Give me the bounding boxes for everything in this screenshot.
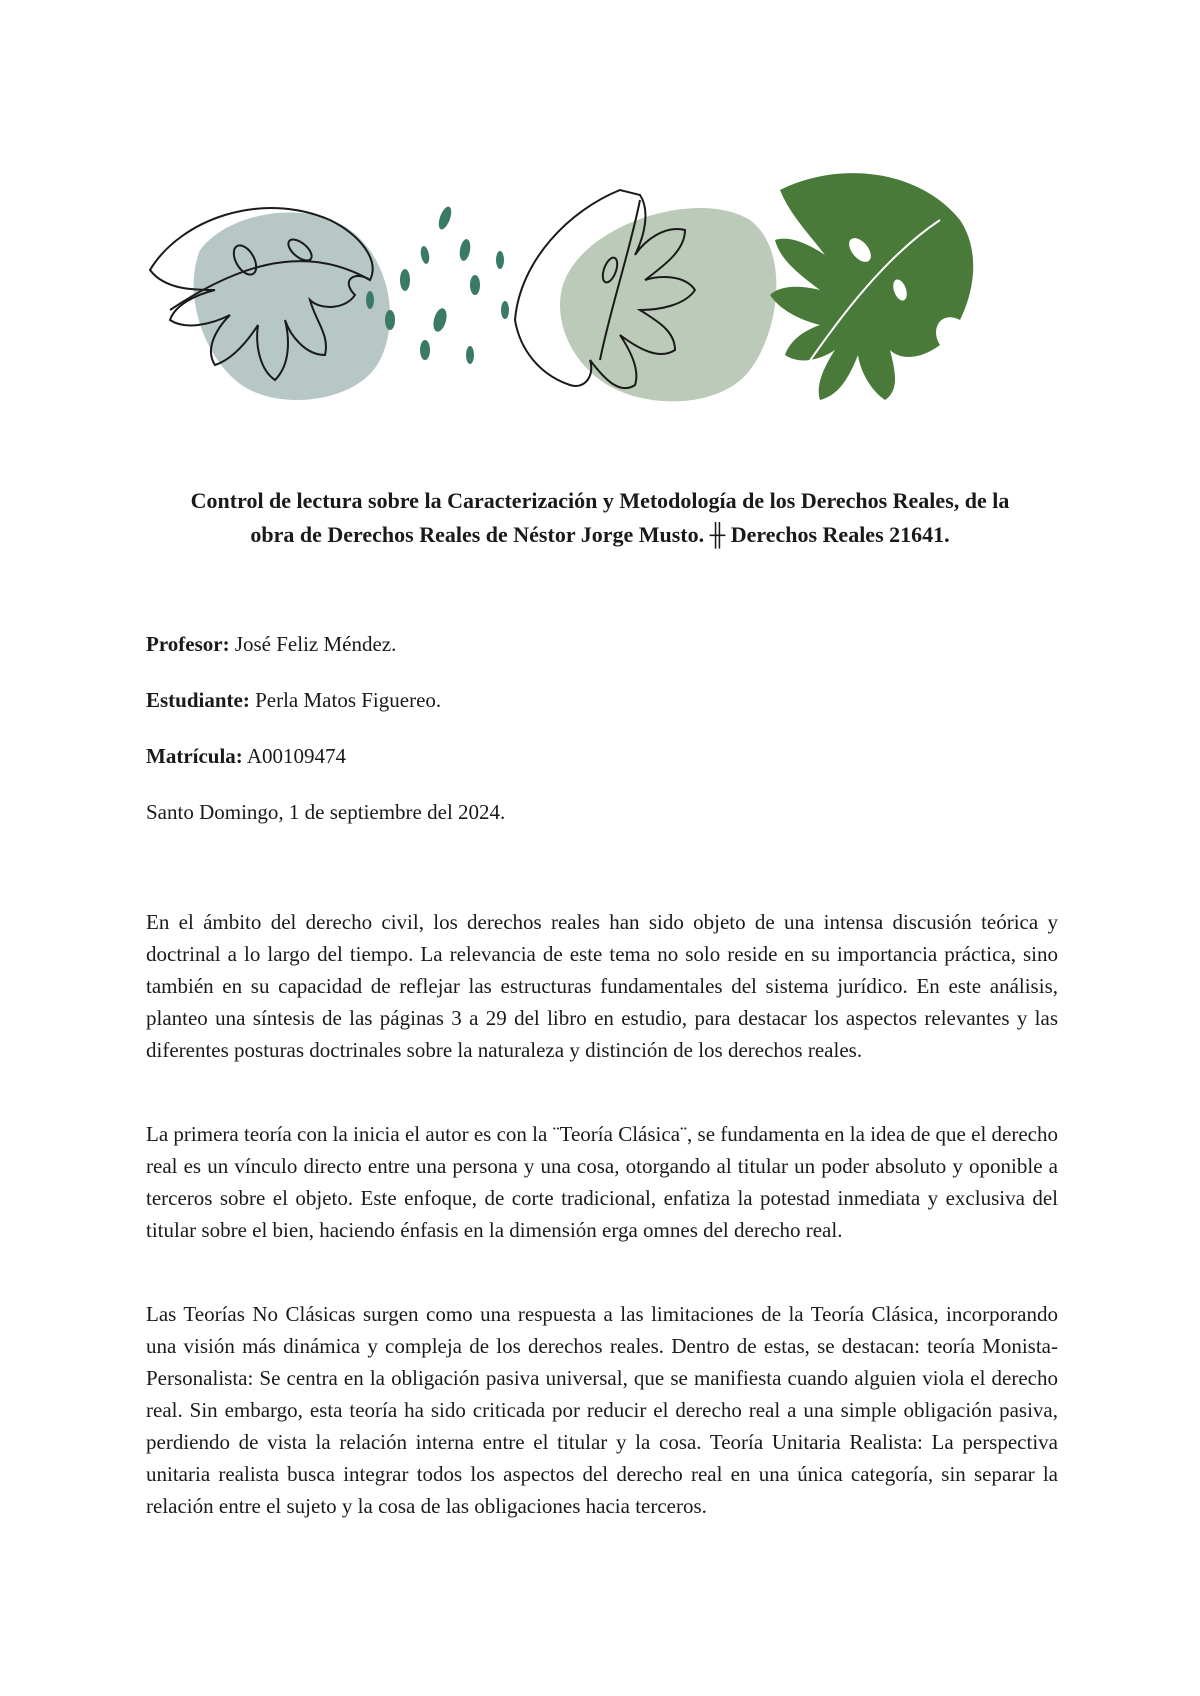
id-value: A00109474 (246, 744, 347, 768)
professor-value: José Feliz Méndez. (234, 632, 397, 656)
professor-line (146, 630, 1046, 658)
id-label: Matrícula: (146, 744, 243, 768)
professor-label: Profesor: (146, 632, 230, 656)
blue-blob-shape (194, 213, 390, 400)
green-blob-shape (560, 208, 776, 401)
paragraph-2: La primera teoría con la inicia el autor es con la ¨Teoría Clásica¨, se fundamenta en la idea de que el derecho real es un vínculo directo entre una persona y una cosa, otorgando al titular un poder absoluto y oponible a terceros sobre el objeto. Este enfoque, de corte tradicional, enfatiza la potestad inmediata y exclusiva del titular sobre el bien, haciendo énfasis en la dimensión erga omnes del derecho real. (146, 1122, 1058, 1242)
student-line (146, 686, 1046, 714)
decorative-dots (366, 205, 509, 364)
title-line-2: obra de Derechos Reales de Néstor Jorge Musto. ╫ Derechos Reales 21641. (250, 522, 950, 547)
paragraph-1: En el ámbito del derecho civil, los derechos reales han sido objeto de una intensa discusión teórica y doctrinal a lo largo del tiempo. La relevancia de este tema no solo reside en su importancia práctica, sino también en su capacidad de reflejar las estructuras fundamentales del sistema jurídico. En este análisis, planteo una síntesis de las páginas 3 a 29 del libro en estudio, para destacar los aspectos relevantes y las diferentes posturas doctrinales sobre la naturaleza y distinción de los derechos reales. (146, 910, 1058, 1062)
place-date: Santo Domingo, 1 de septiembre del 2024. (146, 800, 506, 824)
title-line-1: Control de lectura sobre la Caracterización y Metodología de los Derechos Reales, de la (190, 488, 1010, 513)
document-title (140, 484, 1060, 552)
id-line (146, 742, 1046, 770)
student-value: Perla Matos Figuereo. (255, 688, 442, 712)
paragraph-3: Las Teorías No Clásicas surgen como una respuesta a las limitaciones de la Teoría Clásica, incorporando una visión más dinámica y compleja de los derechos reales. Dentro de estas, se destacan: teoría Monista-Personalista: Se centra en la obligación pasiva universal, que se manifiesta cuando alguien viola el derecho real. Sin embargo, esta teoría ha sido criticada por reducir el derecho real a una simple obligación pasiva, perdiendo de vista la relación interna entre el titular y la cosa. Teoría Unitaria Realista: La perspectiva unitaria realista busca integrar todos los aspectos del derecho real en una única categoría, sin separar la relación entre el sujeto y la cosa de las obligaciones hacia terceros. (146, 1302, 1058, 1518)
monstera-leaves-illustration (140, 160, 1060, 440)
dark-green-leaf-icon (770, 173, 973, 400)
student-label: Estudiante: (146, 688, 250, 712)
